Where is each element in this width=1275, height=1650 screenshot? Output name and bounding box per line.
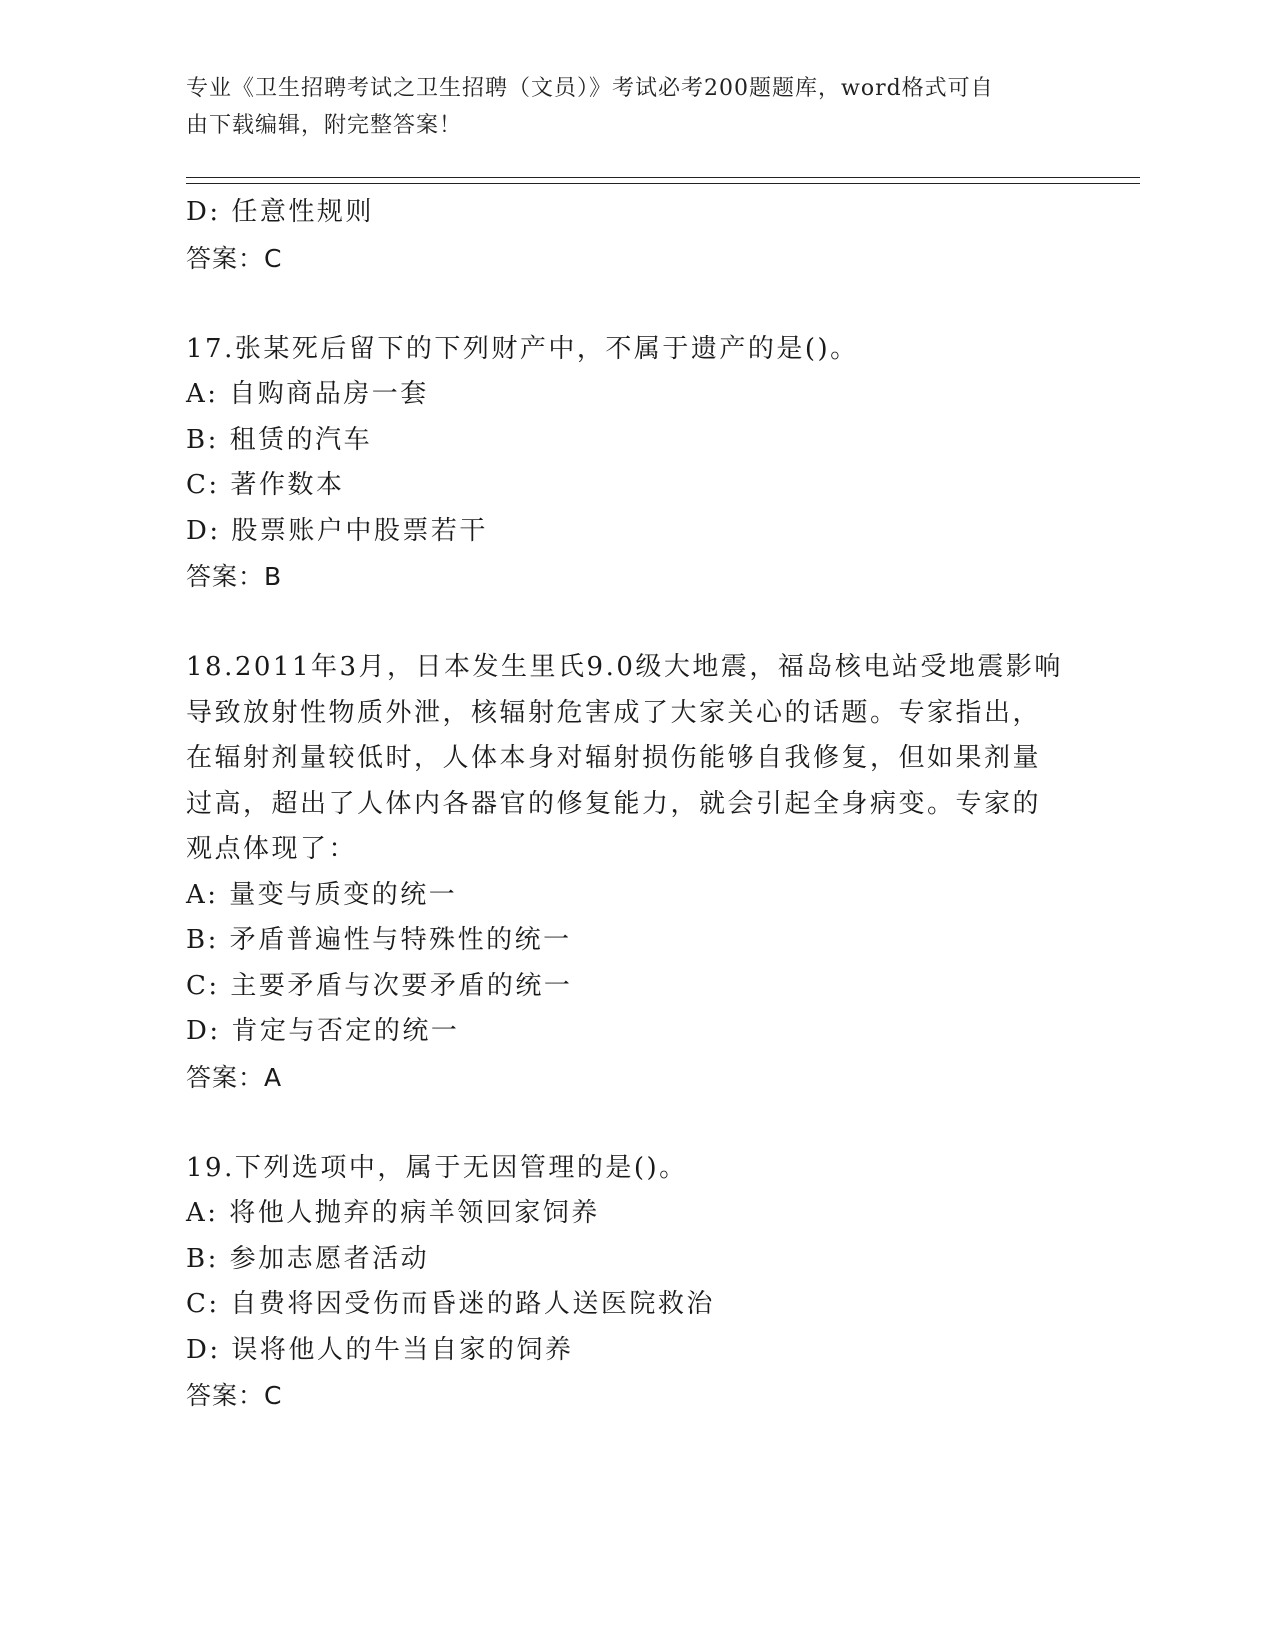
question-stem-line-5: 观点体现了： <box>186 834 358 864</box>
question-18 <box>186 645 1086 1100</box>
question-19 <box>186 1146 1086 1419</box>
option-b: B: 参加志愿者活动 <box>186 1243 430 1274</box>
answer-line: 答案：C <box>186 243 283 273</box>
spacer <box>186 600 1086 646</box>
question-stem-line-2: 导致放射性物质外泄，核辐射危害成了大家关心的话题。专家指出， <box>186 697 1042 728</box>
question-stem-line-4: 过高，超出了人体内各器官的修复能力，就会引起全身病变。专家的 <box>186 788 1042 819</box>
header-rule-top <box>186 177 1140 178</box>
document-header <box>186 70 1066 144</box>
option-b: B: 租赁的汽车 <box>186 424 373 455</box>
question-stem: 19.下列选项中，属于无因管理的是()。 <box>186 1152 688 1183</box>
question-stem-line-3: 在辐射剂量较低时，人体本身对辐射损伤能够自我修复，但如果剂量 <box>186 743 1042 773</box>
question-stem: 17.张某死后留下的下列财产中，不属于遗产的是()。 <box>186 333 859 364</box>
option-d: D: 任意性规则 <box>186 197 374 227</box>
question-stem-line-1: 18.2011年3月，日本发生里氏9.0级大地震，福岛核电站受地震影响 <box>186 652 1063 682</box>
spacer <box>186 281 1086 327</box>
option-c: C: 主要矛盾与次要矛盾的统一 <box>186 970 573 1001</box>
option-c: C: 自费将因受伤而昏迷的路人送医院救治 <box>186 1289 715 1319</box>
option-a: A: 自购商品房一套 <box>186 379 429 409</box>
option-d: D: 误将他人的牛当自家的饲养 <box>186 1334 574 1365</box>
question-17 <box>186 327 1086 600</box>
answer-line: 答案：B <box>186 562 283 591</box>
spacer <box>186 1100 1086 1146</box>
option-d: D: 肯定与否定的统一 <box>186 1016 460 1046</box>
answer-line: 答案：A <box>186 1062 283 1092</box>
header-line-1: 专业《卫生招聘考试之卫生招聘（文员）》考试必考200题题库，word格式可自 <box>186 76 994 101</box>
header-line-2: 由下载编辑，附完整答案！ <box>186 113 463 138</box>
header-rule-bottom <box>186 183 1140 184</box>
answer-line: 答案：C <box>186 1381 283 1410</box>
option-a: A: 将他人抛弃的病羊领回家饲养 <box>186 1198 600 1228</box>
option-d: D: 股票账户中股票若干 <box>186 515 488 546</box>
prev-question-tail <box>186 190 1086 281</box>
document-body <box>186 190 1086 1419</box>
option-a: A: 量变与质变的统一 <box>186 879 458 910</box>
option-c: C: 著作数本 <box>186 470 345 500</box>
option-b: B: 矛盾普遍性与特殊性的统一 <box>186 925 572 955</box>
